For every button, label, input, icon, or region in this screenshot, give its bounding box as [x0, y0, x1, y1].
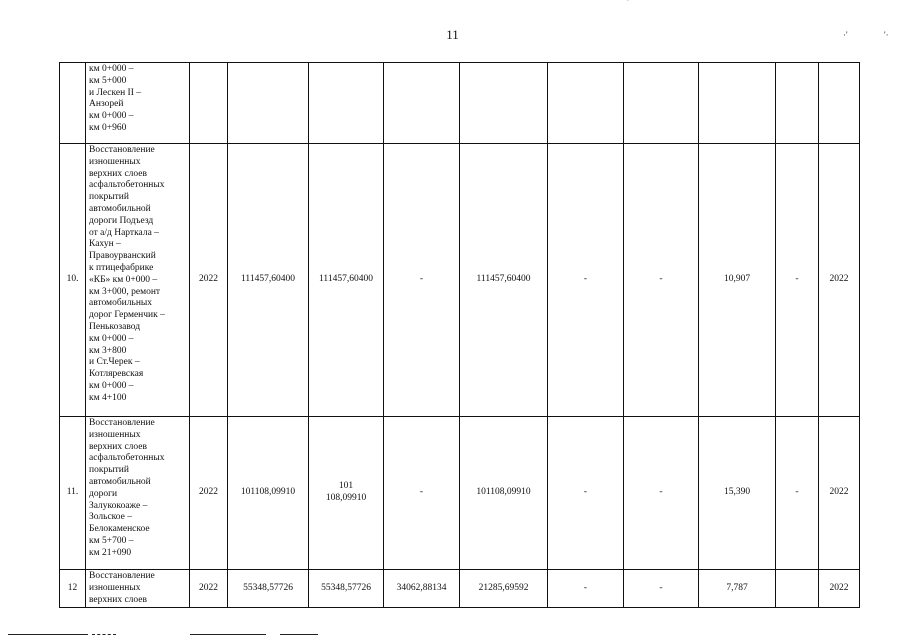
value-cell: -: [624, 144, 699, 417]
total-cost-cell: 111457,60400: [228, 144, 309, 417]
row-number-cell: 12: [60, 570, 86, 608]
federal-funds-cell: 34062,88134: [384, 570, 460, 608]
footer-rule: [190, 634, 266, 635]
federal-funds-cell: -: [384, 417, 460, 570]
end-year-cell: 2022: [819, 570, 860, 608]
end-year-cell: [819, 63, 860, 144]
start-year-cell: 2022: [190, 144, 228, 417]
table-row: [60, 144, 860, 417]
object-description-cell: Восстановление изношенных верхних слоев: [86, 570, 190, 608]
start-year-cell: 2022: [190, 570, 228, 608]
table-row: [60, 417, 860, 570]
federal-funds-cell: [384, 63, 460, 144]
length-km-cell: [699, 63, 776, 144]
row-number-cell: [60, 63, 86, 144]
total-cost-cell: 101108,09910: [228, 417, 309, 570]
value-cell: [776, 63, 819, 144]
value-cell: -: [548, 144, 624, 417]
footer-rule: [92, 634, 116, 635]
regional-funds-cell: [460, 63, 548, 144]
value-cell: [776, 570, 819, 608]
table-row: [60, 570, 860, 608]
start-year-cell: 2022: [190, 417, 228, 570]
table-row: [60, 63, 860, 144]
object-description-cell: км 0+000 – км 5+000 и Лескен II – Анзорей км 0+000 – км 0+960: [86, 63, 190, 144]
cost-cell: 101 108,09910: [309, 417, 384, 570]
value-cell: -: [548, 417, 624, 570]
regional-funds-cell: 101108,09910: [460, 417, 548, 570]
row-number-cell: 10.: [60, 144, 86, 417]
end-year-cell: 2022: [819, 144, 860, 417]
cost-cell: 55348,57726: [309, 570, 384, 608]
length-km-cell: 15,390: [699, 417, 776, 570]
length-km-cell: 10,907: [699, 144, 776, 417]
cost-cell: [309, 63, 384, 144]
footer-rule: [8, 634, 88, 635]
length-km-cell: 7,787: [699, 570, 776, 608]
value-cell: -: [776, 417, 819, 570]
value-cell: -: [624, 417, 699, 570]
row-number-cell: 11.: [60, 417, 86, 570]
object-description-cell: Восстановление изношенных верхних слоев асфальтобетонных покрытий автомобильной дороги Подъезд от а/д Нарткала – Кахун – Правоурванский к птицефабрике «КБ» км 0+000 – км 3+000, ремонт автомобильных дорог Герменчик – Пенькозавод км 0+000 – км 3+800 и Ст.Черек – Котляревская км 0+000 – км 4+100: [86, 144, 190, 417]
total-cost-cell: 55348,57726: [228, 570, 309, 608]
regional-funds-cell: 111457,60400: [460, 144, 548, 417]
value-cell: -: [548, 570, 624, 608]
footer-rule: [280, 634, 318, 635]
end-year-cell: 2022: [819, 417, 860, 570]
value-cell: -: [776, 144, 819, 417]
regional-funds-cell: 21285,69592: [460, 570, 548, 608]
cost-cell: 111457,60400: [309, 144, 384, 417]
scan-artifact-mark: ·': [843, 30, 848, 40]
federal-funds-cell: -: [384, 144, 460, 417]
value-cell: -: [624, 570, 699, 608]
value-cell: [548, 63, 624, 144]
page-number: 11: [446, 27, 459, 42]
start-year-cell: [190, 63, 228, 144]
scan-artifact-mark: '·: [884, 30, 889, 40]
scan-artifact-mark: [617, 0, 631, 4]
road-works-table: [59, 62, 860, 608]
total-cost-cell: [228, 63, 309, 144]
value-cell: [624, 63, 699, 144]
object-description-cell: Восстановление изношенных верхних слоев асфальтобетонных покрытий автомобильной дороги Залукокоаже – Зольское – Белокаменское км 5+700 – км 21+090: [86, 417, 190, 570]
